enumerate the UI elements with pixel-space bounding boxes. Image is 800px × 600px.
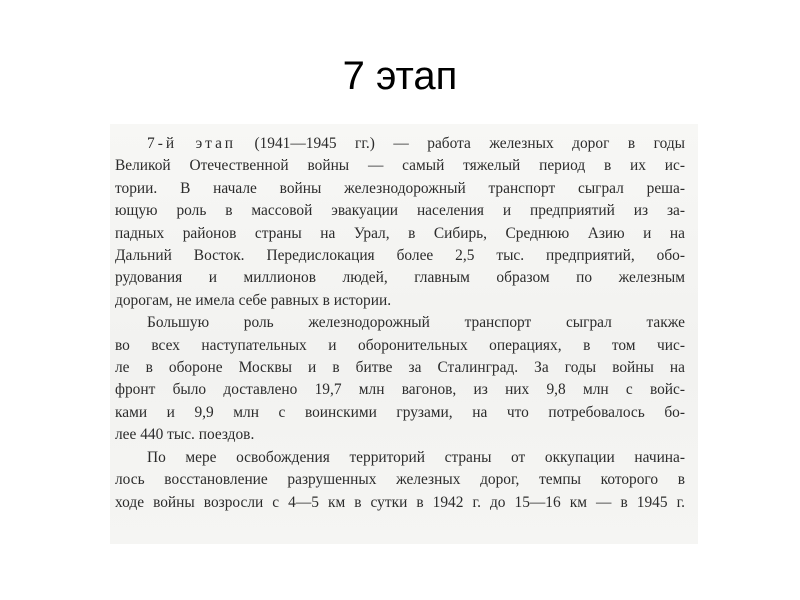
lead-ordinal: 7-й [147, 135, 178, 152]
text-line: По мере освобождения территорий страны от оккупации начина- [147, 448, 685, 466]
text-line: лось восстановление разрушенных железных дорог, темпы которого в [115, 471, 685, 489]
text-line: ходе войны возросли с 4—5 км в сутки в 1942 г. до 15—16 км — в 1945 г. [115, 493, 685, 511]
text-line: ками и 9,9 млн с воинскими грузами, на что потребовалось бо- [115, 403, 685, 421]
lead-word: этап [195, 135, 236, 152]
text-line: лее 440 тыс. поездов. [115, 426, 255, 444]
text-line: Дальний Восток. Передислокация более 2,5 тыс. предприятий, обо- [115, 247, 685, 265]
text-line: ющую роль в массовой эвакуации населения и предприятий из за- [115, 202, 685, 220]
text-line: Великой Отечественной войны — самый тяжелый период в их ис- [115, 157, 685, 175]
text-line: рудования и миллионов людей, главным образом по железным [115, 269, 685, 287]
text-line: дорогам, не имела себе равных в истории. [115, 291, 392, 309]
scanned-text [115, 133, 685, 514]
slide-title: 7 этап [342, 54, 458, 98]
text-line: ле в обороне Москвы и в битве за Сталинград. За годы войны на [115, 359, 685, 377]
text-line: падных районов страны на Урал, в Сибирь, Среднюю Азию и на [115, 224, 685, 242]
text-line: во всех наступательных и оборонительных операциях, в том чис- [115, 336, 685, 354]
text-line: 7-й этап (1941—1945 гг.) — работа железных дорог в годы [147, 135, 685, 152]
text-line: фронт было доставлено 19,7 млн вагонов, из них 9,8 млн с войс- [115, 381, 685, 399]
text-line: тории. В начале войны железнодорожный транспорт сыграл реша- [115, 179, 685, 197]
text-line: Большую роль железнодорожный транспорт сыграл также [147, 314, 685, 332]
